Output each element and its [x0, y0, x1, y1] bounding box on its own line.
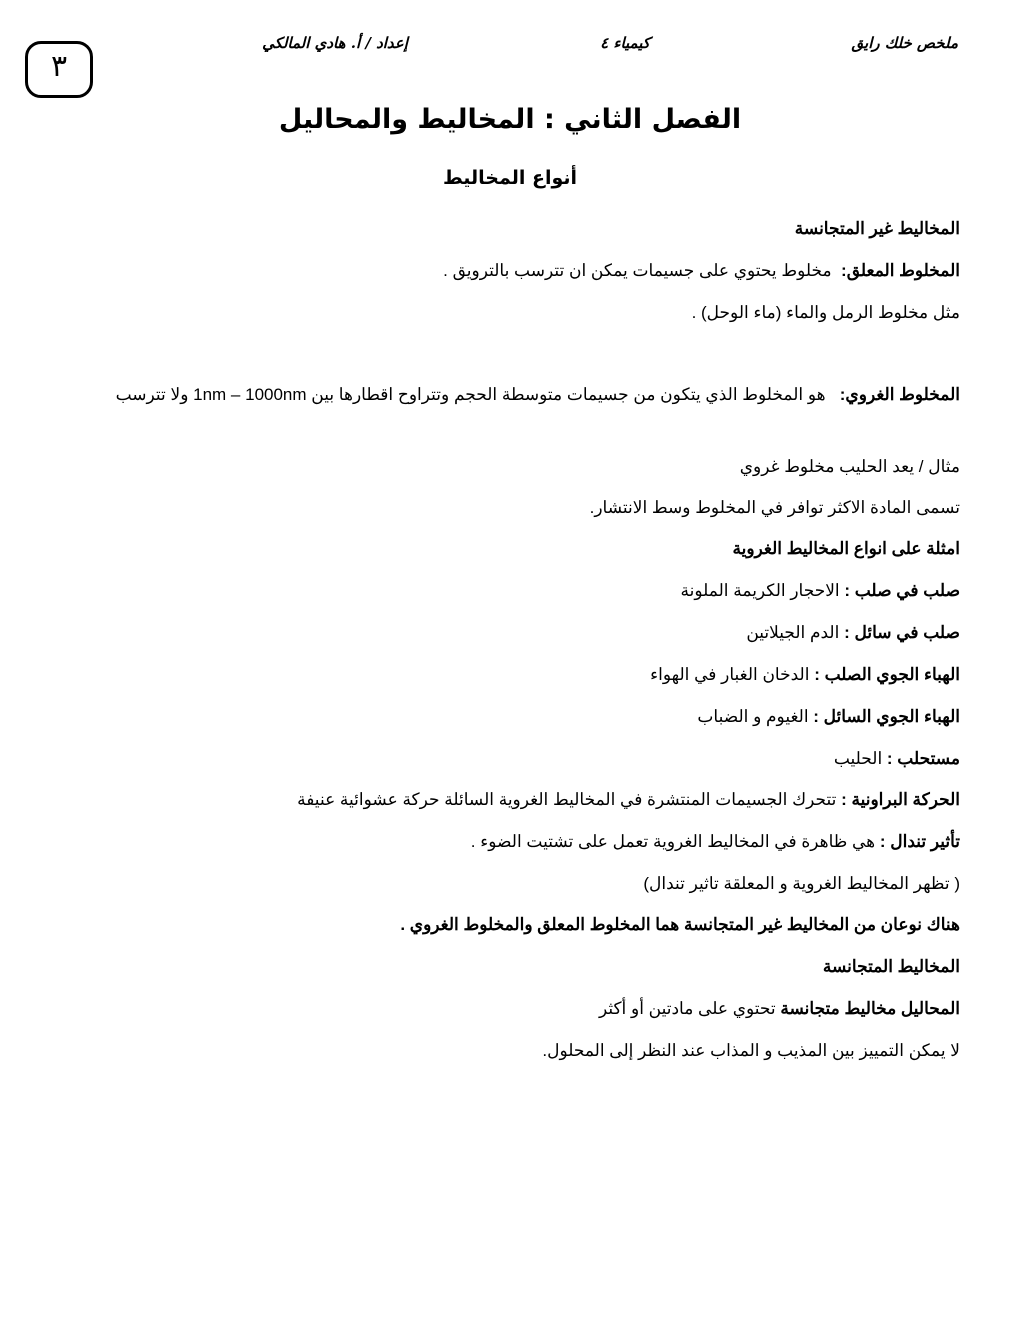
colloid-size-range: 1nm – 1000nm — [193, 385, 307, 404]
brownian-motion — [297, 789, 960, 811]
tyndall-effect — [471, 831, 960, 853]
colloid-types-heading — [732, 538, 960, 560]
colloid-example: مثال / يعد الحليب مخلوط غروي — [739, 457, 960, 476]
suspension-text: مخلوط يحتوي على جسيمات يمكن ان تترسب بالترويق . — [443, 261, 832, 280]
colloid-type-example: الغيوم و الضباب — [697, 707, 809, 726]
page-number: ٣ — [50, 48, 68, 84]
colloid-type-item — [650, 664, 960, 686]
colloid-type-item — [681, 580, 960, 602]
tyndall-term: تأثير تندال : — [879, 832, 960, 851]
heterogeneous-heading-text: المخاليط غير المتجانسة — [794, 219, 960, 238]
colloid-type-term: صلب في صلب : — [844, 581, 960, 600]
suspension-example: مثل مخلوط الرمل والماء (ماء الوحل) . — [691, 303, 960, 322]
dispersion-medium: تسمى المادة الاكثر توافر في المخلوط وسط الانتشار. — [589, 498, 960, 517]
colloid-type-example: الدم الجيلاتين — [746, 623, 840, 642]
header-subject: كيمياء ٤ — [600, 34, 650, 52]
colloid-type-term: الهباء الجوي السائل : — [813, 707, 960, 726]
colloid-type-example: الحليب — [833, 749, 883, 768]
page-number-badge — [25, 41, 93, 98]
summary-statement-text: هناك نوعان من المخاليط غير المتجانسة هما المخلوط المعلق والمخلوط الغروي . — [400, 915, 960, 934]
colloid-type-example: الاحجار الكريمة الملونة — [680, 581, 840, 600]
suspension-term: المخلوط المعلق: — [841, 261, 960, 280]
colloid-text-2: ولا تترسب — [115, 385, 189, 404]
section-title: أنواع المخاليط — [442, 167, 578, 189]
solutions-term: المحاليل مخاليط متجانسة — [780, 999, 960, 1018]
header-summary-title: ملخص خلك رايق — [851, 34, 958, 52]
colloid-term: المخلوط الغروي: — [839, 385, 960, 404]
colloid-type-item — [697, 706, 960, 728]
header-author: إعداد / أ. هادي المالكي — [262, 34, 408, 52]
homogeneous-heading-text: المخاليط المتجانسة — [822, 957, 960, 976]
heterogeneous-heading — [795, 218, 960, 240]
solutions-definition — [599, 998, 960, 1020]
tyndall-note: ( تظهر المخاليط الغروية و المعلقة تاثير تندال) — [643, 874, 960, 893]
colloid-type-example: الدخان الغبار في الهواء — [650, 665, 810, 684]
colloid-type-term: صلب في سائل : — [844, 623, 960, 642]
brownian-text: تتحرك الجسيمات المنتشرة في المخاليط الغروية السائلة حركة عشوائية عنيفة — [297, 790, 837, 809]
brownian-term: الحركة البراونية : — [841, 790, 960, 809]
colloid-definition — [90, 384, 960, 406]
summary-statement — [400, 914, 960, 936]
solutions-text: تحتوي على مادتين أو أكثر — [598, 999, 776, 1018]
tyndall-text: هي ظاهرة في المخاليط الغروية تعمل على تشتيت الضوء . — [470, 832, 876, 851]
colloid-types-heading-text: امثلة على انواع المخاليط الغروية — [732, 539, 960, 558]
chapter-title: الفصل الثاني : المخاليط والمحاليل — [278, 104, 742, 135]
homogeneous-heading — [823, 956, 960, 978]
colloid-type-term: مستحلب : — [886, 749, 960, 768]
colloid-type-item — [834, 748, 960, 770]
suspension-definition — [443, 260, 960, 282]
solutions-note: لا يمكن التمييز بين المذيب و المذاب عند النظر إلى المحلول. — [542, 1041, 960, 1060]
colloid-text-1: هو المخلوط الذي يتكون من جسيمات متوسطة الحجم وتتراوح اقطارها بين — [311, 385, 826, 404]
colloid-type-item — [746, 622, 960, 644]
colloid-type-term: الهباء الجوي الصلب : — [814, 665, 960, 684]
